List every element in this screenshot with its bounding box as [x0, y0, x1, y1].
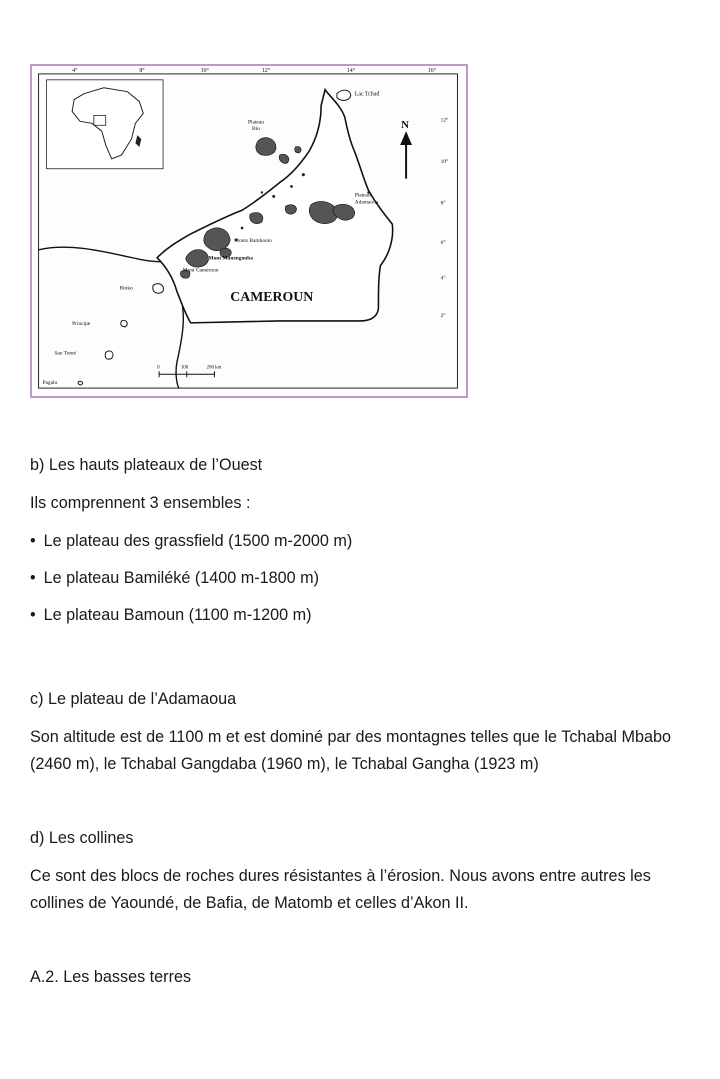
- top-tick: 4°: [72, 67, 78, 74]
- section-d-title: d) Les collines: [30, 829, 134, 847]
- scale-label: 100: [180, 365, 189, 371]
- islands: [78, 284, 163, 385]
- scale-label: 200 km: [206, 365, 222, 371]
- right-tick: 2°: [440, 312, 446, 319]
- list-item: • Le plateau Bamoun (1100 m-1200 m): [30, 602, 700, 629]
- label-mont-cameroun: Mont Cameroun: [182, 267, 219, 274]
- right-tick: 10°: [440, 158, 449, 165]
- list-item: • Le plateau des grassfield (1500 m-2000 m): [30, 528, 700, 555]
- label-pagalu: Pagalu: [42, 380, 58, 387]
- coastline: [39, 247, 184, 388]
- cameroon-relief-map: [30, 64, 468, 398]
- lake-chad: [337, 90, 351, 100]
- africa-inset: [46, 80, 163, 169]
- label-mont-bambouto: Monts Bambouto: [234, 237, 272, 244]
- section-d-text: Ce sont des blocs de roches dures résistantes à l’érosion. Nous avons entre autres les collines de Yaoundé, de Bafia, de Matomb et celles d’Akon II.: [30, 867, 651, 912]
- island-principe: [121, 320, 127, 326]
- top-tick: 8°: [139, 67, 145, 74]
- cameroon-border: [157, 90, 393, 323]
- right-tick: 4°: [440, 275, 446, 282]
- top-tick: 14°: [346, 67, 356, 74]
- label-sao-tome: Sao Tomé: [54, 350, 77, 357]
- label-lac-tchad: Lac Tchad: [354, 91, 380, 98]
- top-tick: 10°: [200, 67, 209, 74]
- section-c-title: c) Le plateau de l’Adamaoua: [30, 690, 237, 708]
- label-mont-manengouba: Mont Manengouba: [208, 255, 253, 262]
- right-tick: 6°: [440, 239, 446, 246]
- label-plateau-biu-2: Biu: [251, 126, 260, 133]
- north-arrow-icon: [400, 131, 412, 145]
- right-tick: 12°: [440, 117, 449, 124]
- scale-label: 0: [157, 365, 160, 371]
- island-bioko: [153, 284, 164, 293]
- top-tick: 12°: [261, 67, 271, 74]
- section-b-title: b) Les hauts plateaux de l’Ouest: [30, 456, 263, 474]
- map-svg: [32, 66, 466, 396]
- island-pagalu: [78, 381, 82, 385]
- label-principe: Principe: [72, 320, 91, 327]
- scale-bar: [157, 365, 222, 377]
- label-bioko: Bioko: [119, 285, 133, 292]
- label-plateau-adamaoua: Plateau: [354, 192, 371, 199]
- map-title: CAMEROUN: [230, 289, 314, 305]
- label-plateau-biu: Plateau: [248, 119, 264, 126]
- top-tick: 16°: [427, 67, 437, 74]
- north-label: N: [401, 119, 409, 132]
- list-item: • Le plateau Bamiléké (1400 m-1800 m): [30, 565, 700, 592]
- document-body: [30, 452, 700, 991]
- right-tick: 8°: [440, 200, 446, 207]
- section-a2-title: A.2. Les basses terres: [30, 968, 192, 986]
- section-b-intro: Ils comprennent 3 ensembles :: [30, 494, 251, 512]
- section-c-text: Son altitude est de 1100 m et est dominé par des montagnes telles que le Tchabal Mbabo (2460 m), le Tchabal Gangdaba (1960 m), le Tchabal Gangha (1923 m): [30, 728, 672, 773]
- island-sao-tome: [105, 351, 113, 359]
- label-plateau-adamaoua-2: Adamaoua: [354, 199, 379, 206]
